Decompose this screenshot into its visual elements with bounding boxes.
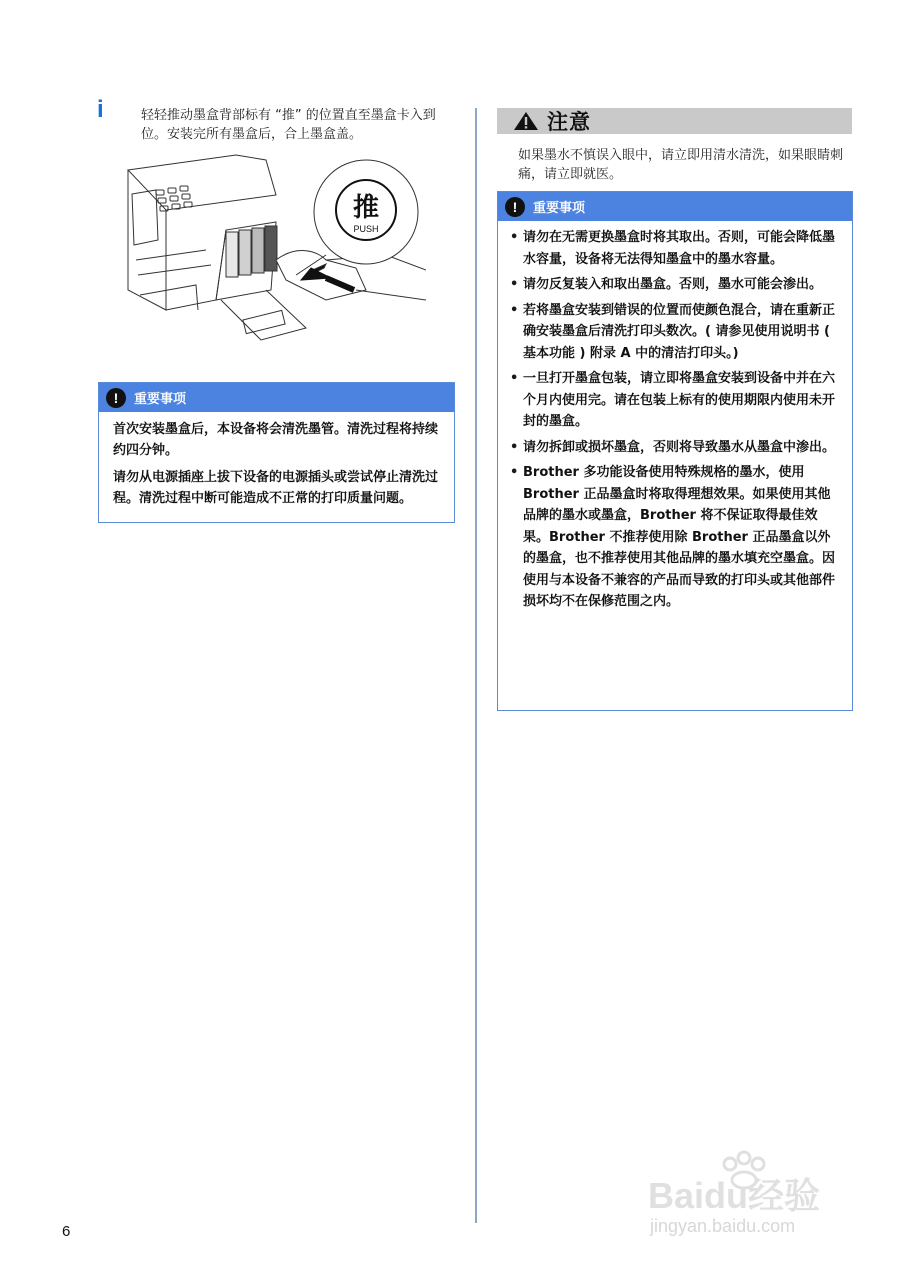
- exclamation-icon: !: [505, 197, 525, 217]
- push-label-en: PUSH: [353, 224, 379, 234]
- watermark-url: jingyan.baidu.com: [650, 1216, 796, 1236]
- list-item: [510, 368, 842, 433]
- watermark-brand: Baidu经验: [648, 1175, 821, 1216]
- list-item-text: Brother 多功能设备使用特殊规格的墨水，使用 Brother 正品墨盒时将取得理想效果。如果使用其他品牌的墨水或墨盒，Brother 将不保证取得最佳效果。Brother 不推荐使用除 Brother 正品墨盒以外的墨盒，也不推荐使用其他品牌的墨水填充空墨盒。因使用与本设备不兼容的产品而导致的打印头或其他部件损坏均不在保修范围之内。: [523, 465, 836, 609]
- important-title: 重要事项: [134, 392, 187, 407]
- list-item-text: 请勿反复装入和取出墨盒。否则，墨水可能会渗出。: [523, 277, 823, 292]
- page-number: 6: [62, 1223, 71, 1240]
- step-marker: i: [97, 96, 104, 123]
- list-item-text: 若将墨盒安装到错误的位置而使颜色混合，请在重新正确安装墨盒后清洗打印头数次。( 请参见使用说明书 ( 基本功能 ) 附录 A 中的清洁打印头。): [523, 302, 836, 361]
- push-label-cn: 推: [352, 193, 380, 223]
- caution-text: 如果墨水不慎误入眼中，请立即用清水清洗，如果眼睛刺痛，请立即就医。: [518, 148, 844, 182]
- baidu-watermark: [640, 1150, 860, 1250]
- warning-triangle-icon: [513, 111, 539, 131]
- important-header: [99, 383, 454, 412]
- list-item: [510, 437, 842, 459]
- bullet-dot: •: [510, 465, 519, 480]
- important-paragraph: 首次安装墨盒后，本设备将会清洗墨管。清洗过程将持续约四分钟。: [113, 422, 439, 458]
- important-header: [498, 192, 852, 221]
- step-instruction: 轻轻推动墨盒背部标有 “推” 的位置直至墨盒卡入到位。安装完所有墨盒后，合上墨盒盖。: [141, 108, 436, 142]
- list-item: [510, 462, 842, 613]
- caution-title: 注意: [547, 110, 591, 134]
- bullet-dot: •: [510, 371, 519, 386]
- list-item: [510, 227, 842, 270]
- list-item: [510, 274, 842, 296]
- bullet-dot: •: [510, 302, 519, 318]
- important-paragraph: 请勿从电源插座上拔下设备的电源插头或尝试停止清洗过程。清洗过程中断可能造成不正常的打印质量问题。: [113, 470, 439, 506]
- important-body: [99, 412, 454, 521]
- important-body: [498, 221, 852, 621]
- bullet-dot: •: [510, 230, 519, 245]
- exclamation-icon: !: [106, 388, 126, 408]
- important-title: 重要事项: [533, 201, 586, 216]
- list-item: [510, 300, 842, 365]
- list-item-text: 一旦打开墨盒包装，请立即将墨盒安装到设备中并在六个月内使用完。请在包装上标有的使用期限内使用未开封的墨盒。: [523, 371, 836, 429]
- important-notice-right: [497, 191, 853, 711]
- bullet-dot: •: [510, 277, 519, 292]
- caution-header: [497, 108, 852, 134]
- list-item-text: 请勿在无需更换墨盒时将其取出。否则，可能会降低墨水容量，设备将无法得知墨盒中的墨水容量。: [523, 230, 836, 267]
- list-item-text: 请勿拆卸或损坏墨盒，否则将导致墨水从墨盒中渗出。: [523, 439, 836, 455]
- important-notice-left: [98, 382, 455, 523]
- printer-ink-illustration: [126, 150, 426, 378]
- bullet-dot: •: [510, 439, 519, 455]
- column-divider: [475, 108, 477, 1223]
